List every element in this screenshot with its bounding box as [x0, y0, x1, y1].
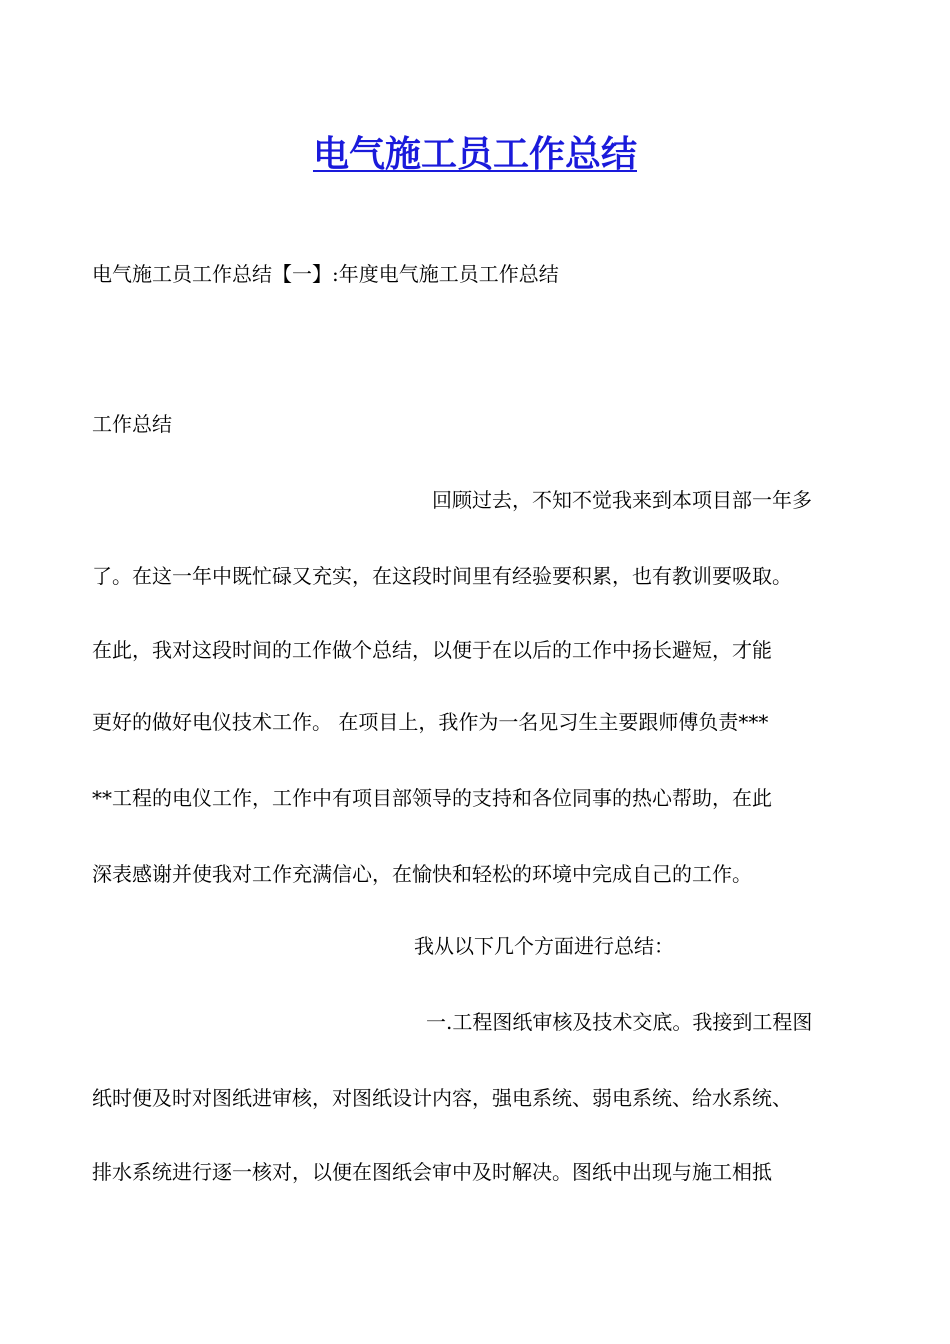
body-line-7: 我从以下几个方面进行总结： [414, 934, 674, 958]
title-link[interactable]: 电气施工员工作总结 [312, 133, 637, 175]
body-line-9: 纸时便及时对图纸进审核，对图纸设计内容，强电系统、弱电系统、给水系统、 [92, 1086, 792, 1110]
body-line-8: 一.工程图纸审核及技术交底。我接到工程图 [426, 1010, 813, 1034]
body-line-1: 回顾过去，不知不觉我来到本项目部一年多 [432, 488, 812, 512]
body-line-5: **工程的电仪工作，工作中有项目部领导的支持和各位同事的热心帮助，在此 [92, 786, 772, 810]
body-line-3: 在此，我对这段时间的工作做个总结，以便于在以后的工作中扬长避短，才能 [92, 638, 772, 662]
subtitle: 电气施工员工作总结【一】:年度电气施工员工作总结 [92, 262, 559, 286]
body-line-10: 排水系统进行逐一核对，以便在图纸会审中及时解决。图纸中出现与施工相抵 [92, 1160, 772, 1184]
body-line-4: 更好的做好电仪技术工作。 在项目上，我作为一名见习生主要跟师傅负责*** [92, 710, 769, 734]
document-title [0, 128, 950, 180]
body-line-6: 深表感谢并使我对工作充满信心，在愉快和轻松的环境中完成自己的工作。 [92, 862, 752, 886]
section-heading: 工作总结 [92, 412, 172, 436]
body-line-2: 了。在这一年中既忙碌又充实，在这段时间里有经验要积累，也有教训要吸取。 [92, 564, 792, 588]
